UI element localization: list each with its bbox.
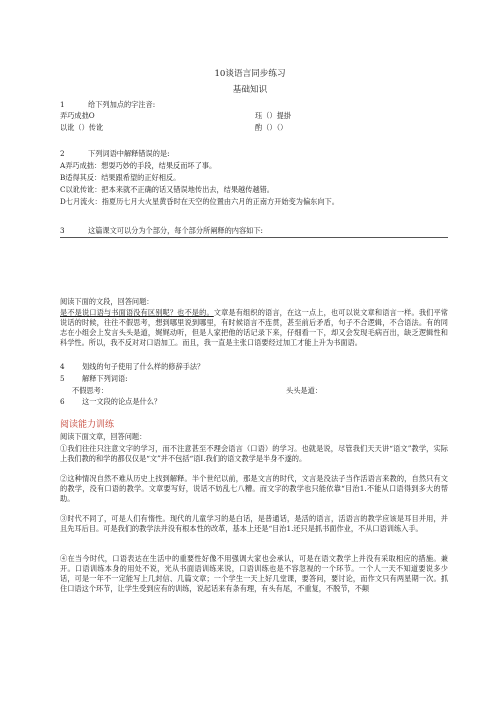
- section-heading: 阅读能力训练: [60, 420, 115, 430]
- training-paragraph-1: ①我们往往只注意文字的学习，而不注意甚至不理会语言（口语）的学习。也就是说，尽管我们天天讲“语文”教学，实际上我们教的和学的都仅仅是“文”并不包括“语I.我们的语文教学是半身不遂的。: [60, 444, 448, 463]
- question-5-text: 解释下列词语:: [82, 374, 128, 383]
- question-3-prompt: 这篇课文可以分为个部分，每个部分所阐释的内容如下:: [88, 226, 263, 235]
- underlined-sentence: 是不是说口语与书面语没有区别呢？也不是的。: [60, 308, 214, 317]
- q2-option-c: C以讹传讹：把本来就不正确的话又错误地传出去，结果越传越错。: [60, 185, 274, 194]
- training-paragraph-4: ④在当今时代，口语表达在生活中的重要性好像不用强调大家也会承认，可是在语文教学上并没有采取相应的措施。兼开。口语训练本身的用处不说，光从书面语训练来说，口语训练也是不容忽视的一个环节。一个人一天不知道要说多少话，可是一年不一定能写上几封信、几篇文章；一个学生一天上好几堂课，要答问，要讨论，而作文只有两星期一次。抓住口语这个环节，让学生受到应有的训练，说起话来有条有理，有头有尾，不重复，不脱节，不颠: [60, 554, 448, 593]
- q1-item-right-1: 珏（）提掛: [255, 111, 291, 120]
- question-5-number: 5: [60, 374, 65, 383]
- term-label-a: 不假思考：: [72, 386, 108, 395]
- question-2-number: 2: [60, 149, 65, 158]
- answer-line: [60, 237, 448, 238]
- q2-option-b: B适得其反：结果跟希望的正好相反。: [60, 173, 181, 182]
- q2-option-a: A弄巧成拙：想耍巧妙的手段，结果反而坏了事。: [60, 161, 217, 170]
- question-1-prompt: 给下列加点的字注音:: [88, 100, 156, 109]
- question-4-text: 划线的句子使用了什么样的修辞手法？: [82, 362, 205, 371]
- training-paragraph-3: ③时代不同了，可是人们有惰性。现代的儿童学习的是白话，是普通话，是活的语言，活语言的教学应该是耳目并用，并且先耳后目。可是我们的教学法并没有根本性的改革，基本上还是“目治1.还只是抓书面作业，不从口语训练入手。: [60, 514, 448, 533]
- q1-item-left-1: 弄巧成拙O: [60, 111, 95, 120]
- q1-item-right-2: 酌（）（）: [255, 123, 288, 132]
- question-6: [60, 397, 161, 406]
- term-label-b: 头头是道：: [286, 386, 322, 395]
- document-title: 10谈语言同步练习: [214, 69, 286, 79]
- question-1: [60, 100, 155, 109]
- question-4-number: 4: [60, 362, 65, 371]
- training-paragraph-2: ②这种情况自然不难从历史上找到解释。半个世纪以前，那是文言的时代，文言是没法子当作活语言来教的，自然只有文的教学，没有口语的教学。文章要写好，说话不妨乱七八糟。而文字的教学也只能依靠“目治1.不能从口语得到多大的帮助。: [60, 474, 448, 503]
- paragraph-body: 文章是有组织的语言，在这一点上，也可以说文章和语言一样。我们平常说话的时候，往往不假思考，想到哪里说到哪里，有时候语言不连贯，甚至前后矛盾，句子不合逻辑，不合语法。有的同志在小组会上发言头头是道，娓娓动听，但是人家把他的话记录下来，仔细看一下，却又会发现毛病百出，缺乏逻辑性和科学性。所以，我不反对对口语加工。而且，我一直是主张口语要经过加工才能上升为书面语。: [60, 308, 448, 347]
- question-4: [60, 362, 204, 371]
- question-5: [60, 374, 128, 383]
- question-3: [60, 226, 263, 235]
- reading-intro: 阅读下面的文段，回答问题：: [60, 297, 154, 306]
- question-6-text: 这一文段的论点是什么？: [82, 397, 162, 406]
- training-intro: 阅读下面文章，回答问题：: [60, 432, 147, 441]
- question-2: [60, 149, 170, 158]
- question-2-prompt: 下列词语中解释错误的是:: [88, 149, 170, 158]
- question-6-number: 6: [60, 397, 65, 406]
- question-1-number: 1: [60, 100, 65, 109]
- question-3-number: 3: [60, 226, 65, 235]
- q1-item-left-2: 以讹（）传讹: [60, 123, 104, 132]
- q2-option-d: D七月流火：指夏历七月大火星黄昏时在天空的位置由六月的正南方开始变为偏东向下。: [60, 197, 339, 206]
- section-subtitle: 基础知识: [232, 85, 268, 95]
- reading-paragraph: [60, 308, 448, 348]
